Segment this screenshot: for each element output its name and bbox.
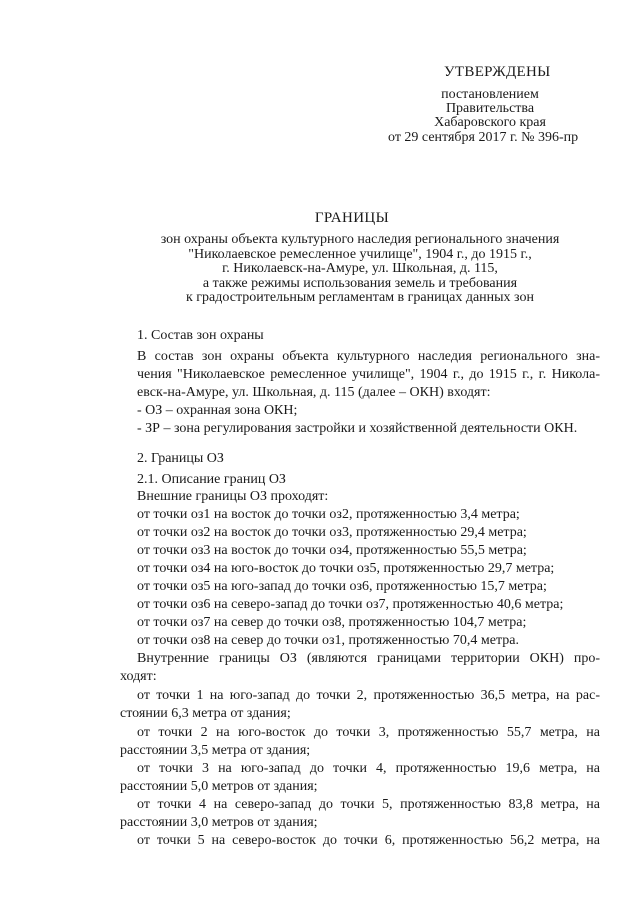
inner-boundary-line: стоянии 6,3 метра от здания; [120, 706, 291, 721]
inner-boundary-line: от точки 1 на юго-запад до точки 2, протяженностью 36,5 метра, на рас- [137, 688, 600, 703]
document-subtitle [135, 233, 585, 306]
inner-boundary-line: расстоянии 3,0 метров от здания; [120, 815, 318, 830]
outer-boundary-line: от точки оз3 на восток до точки оз4, протяженностью 55,5 метра; [137, 543, 527, 558]
subtitle-line: к градостроительным регламентам в границах данных зон [186, 290, 534, 305]
subtitle-line: зон охраны объекта культурного наследия регионального значения [160, 232, 560, 247]
outer-boundary-line: от точки оз5 на юго-запад до точки оз6, протяженностью 15,7 метра; [137, 579, 547, 594]
section-1-text: евск-на-Амуре, ул. Школьная, д. 115 (далее – ОКН) входят: [137, 385, 491, 400]
section-1-text: В состав зон охраны объекта культурного наследия регионального зна- [137, 349, 600, 364]
section-1-heading: 1. Состав зон охраны [137, 328, 264, 343]
section-2-heading: 2. Границы ОЗ [137, 451, 224, 466]
approval-line-3: Хабаровского края [434, 115, 546, 130]
section-2-1-heading: 2.1. Описание границ ОЗ [137, 472, 286, 487]
inner-boundary-intro: Внутренние границы ОЗ (являются границами территории ОКН) про- [137, 651, 600, 666]
inner-boundary-line: от точки 4 на северо-запад до точки 5, протяженностью 83,8 метра, на [137, 797, 600, 812]
inner-boundary-line: от точки 2 на юго-восток до точки 3, протяженностью 55,7 метра, на [137, 725, 600, 740]
outer-boundary-line: от точки оз6 на северо-запад до точки оз7, протяженностью 40,6 метра; [137, 597, 564, 612]
zone-list-item: - ЗР – зона регулирования застройки и хозяйственной деятельности ОКН. [137, 421, 578, 436]
inner-boundary-line: от точки 5 на северо-восток до точки 6, протяженностью 56,2 метра, на [137, 833, 600, 848]
inner-boundary-line: расстоянии 5,0 метров от здания; [120, 779, 318, 794]
outer-boundary-line: от точки оз1 на восток до точки оз2, протяженностью 3,4 метра; [137, 507, 520, 522]
approval-title: УТВЕРЖДЕНЫ [444, 64, 551, 80]
outer-boundary-line: от точки оз4 на юго-восток до точки оз5, протяженностью 29,7 метра; [137, 561, 555, 576]
subtitle-line: г. Николаевск-на-Амуре, ул. Школьная, д. 115, [222, 261, 498, 276]
inner-boundary-line: расстоянии 3,5 метра от здания; [120, 743, 311, 758]
outer-boundary-line: от точки оз2 на восток до точки оз3, протяженностью 29,4 метра; [137, 525, 527, 540]
approval-line-2: Правительства [445, 101, 535, 116]
subtitle-line: а также режимы использования земель и требования [202, 275, 518, 291]
document-title: ГРАНИЦЫ [314, 210, 390, 226]
outer-boundary-line: от точки оз7 на север до точки оз8, протяженностью 104,7 метра; [137, 615, 527, 630]
section-1-text: чения "Николаевское ремесленное училище", 1904 г., до 1915 г., г. Никола- [137, 367, 600, 382]
outer-boundary-intro: Внешние границы ОЗ проходят: [137, 489, 329, 504]
approval-date: от 29 сентября 2017 г. № 396-пр [388, 130, 579, 145]
inner-boundary-intro: ходят: [120, 669, 157, 684]
approval-line-1: постановлением [441, 87, 539, 102]
outer-boundary-line: от точки оз8 на север до точки оз1, протяженностью 70,4 метра. [137, 633, 519, 648]
subtitle-line: "Николаевское ремесленное училище", 1904 г., до 1915 г., [188, 246, 532, 262]
zone-list-item: - ОЗ – охранная зона ОКН; [137, 403, 298, 418]
inner-boundary-line: от точки 3 на юго-запад до точки 4, протяженностью 19,6 метра, на [137, 761, 600, 776]
